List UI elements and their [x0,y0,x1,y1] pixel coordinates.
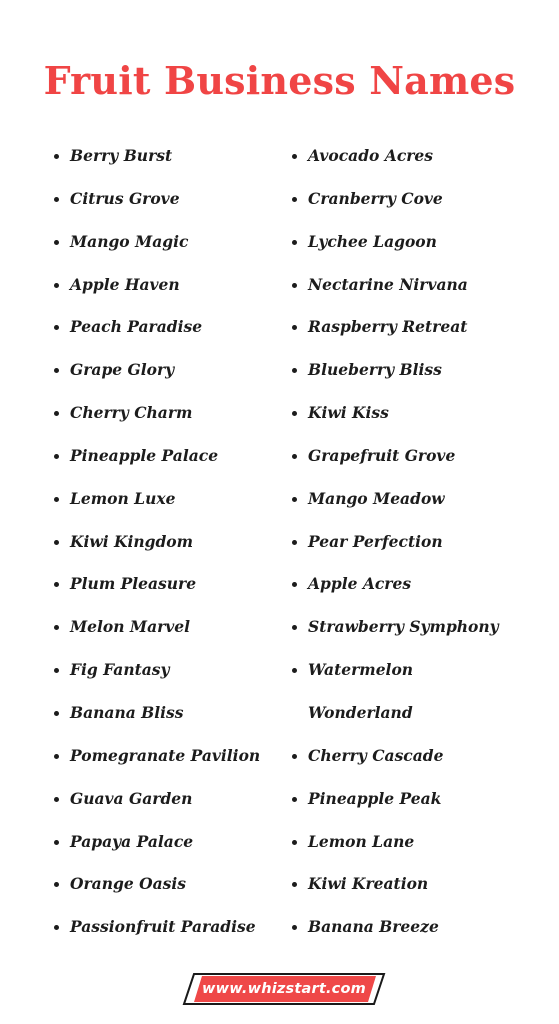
list-item-label: Grapefruit Grove [308,445,456,465]
list-item [54,264,284,307]
list-item [54,649,284,692]
bullet-icon [292,882,297,887]
list-item [54,178,284,221]
list-item-label: Cranberry Cove [308,188,443,208]
bullet-icon [54,625,59,630]
list-item [292,649,552,692]
list-item-label: Nectarine Nirvana [308,274,468,294]
bullet-icon [292,925,297,930]
list-item [292,135,552,178]
list-item [292,435,552,478]
bullet-icon [292,582,297,587]
page-title: Fruit Business Names [43,58,516,103]
bullet-icon [54,325,59,330]
list-item-label: Banana Bliss [70,702,184,722]
list-item [54,221,284,264]
list-item-label: Blueberry Bliss [308,360,442,380]
bullet-icon [54,925,59,930]
list-item-label: Pineapple Peak [308,788,442,808]
list-item [292,606,552,649]
list-item [54,478,284,521]
bullet-icon [292,797,297,802]
list-item-label: Guava Garden [70,788,193,808]
bullet-icon [292,197,297,202]
bullet-icon [54,411,59,416]
bullet-icon [54,882,59,887]
list-item-label: Raspberry Retreat [308,317,468,337]
list-item [54,606,284,649]
list-item-label: Lychee Lagoon [308,231,437,251]
list-item [54,135,284,178]
bullet-icon [292,283,297,288]
list-item [54,563,284,606]
list-item [292,821,552,864]
list-item [292,349,552,392]
bullet-icon [54,368,59,373]
list-item-label: Wonderland [308,702,413,722]
list-item [54,392,284,435]
list-item-label: Kiwi Kiss [308,403,389,423]
list-item-label: Plum Pleasure [70,574,197,594]
website-badge[interactable] [180,966,388,1012]
list-item [54,349,284,392]
list-item-label: Cherry Charm [70,403,193,423]
list-item-label: Pomegranate Pavilion [70,745,261,765]
bullet-icon [54,668,59,673]
left-name-list [54,135,284,949]
list-item-label: Banana Breeze [308,917,439,937]
bullet-icon [292,625,297,630]
bullet-icon [292,840,297,845]
list-item-label: Lemon Luxe [70,488,176,508]
list-item-label: Melon Marvel [70,617,191,637]
bullet-icon [54,711,59,716]
list-item [292,863,552,906]
list-item-label: Apple Haven [70,274,180,294]
list-item-label: Mango Magic [70,231,189,251]
list-item-label: Berry Burst [70,146,173,165]
list-item-label: Pear Perfection [308,531,443,551]
list-item-label: Cherry Cascade [308,745,444,765]
list-item [292,178,552,221]
list-item-label: Grape Glory [70,360,175,380]
list-item-label: Passionfruit Paradise [70,917,256,937]
list-item [292,392,552,435]
list-item-label: Citrus Grove [70,188,180,208]
list-item-label: Pineapple Palace [70,445,219,465]
list-item-label: Kiwi Kreation [308,874,429,894]
list-item [54,521,284,564]
list-item [54,692,284,735]
bullet-icon [292,368,297,373]
list-item-label: Mango Meadow [308,488,445,508]
bullet-icon [54,197,59,202]
bullet-icon [54,154,59,159]
list-item-label: Kiwi Kingdom [70,531,194,551]
list-item-label: Apple Acres [308,574,412,594]
bullet-icon [54,840,59,845]
bullet-icon [292,540,297,545]
list-item [54,778,284,821]
website-url[interactable]: www.whizstart.com [202,981,366,997]
bullet-icon [292,154,297,159]
list-item-label: Lemon Lane [308,831,415,851]
list-item-label: Watermelon [308,660,414,680]
list-item [54,821,284,864]
list-item [292,521,552,564]
bullet-icon [54,497,59,502]
bullet-icon [292,454,297,459]
bullet-icon [292,668,297,673]
list-item [54,863,284,906]
bullet-icon [54,283,59,288]
bullet-icon [54,797,59,802]
list-item [292,906,552,949]
list-item [292,478,552,521]
bullet-icon [54,582,59,587]
list-item [54,435,284,478]
list-item [292,221,552,264]
bullet-icon [54,540,59,545]
list-item-continuation [292,692,552,735]
list-item-label: Avocado Acres [308,146,434,165]
list-item [54,906,284,949]
list-item [292,735,552,778]
list-item [292,264,552,307]
list-item [54,735,284,778]
right-name-list [292,135,552,949]
bullet-icon [54,240,59,245]
bullet-icon [54,754,59,759]
list-item-label: Peach Paradise [70,317,203,337]
list-item [292,306,552,349]
list-item [292,563,552,606]
list-item-label: Orange Oasis [70,874,186,894]
bullet-icon [292,240,297,245]
bullet-icon [54,454,59,459]
bullet-icon [292,754,297,759]
bullet-icon [292,411,297,416]
list-item [54,306,284,349]
list-item-label: Papaya Palace [70,831,194,851]
bullet-icon [292,497,297,502]
list-item-label: Strawberry Symphony [308,617,499,637]
list-item [292,778,552,821]
bullet-icon [292,325,297,330]
list-item-label: Fig Fantasy [70,660,170,680]
